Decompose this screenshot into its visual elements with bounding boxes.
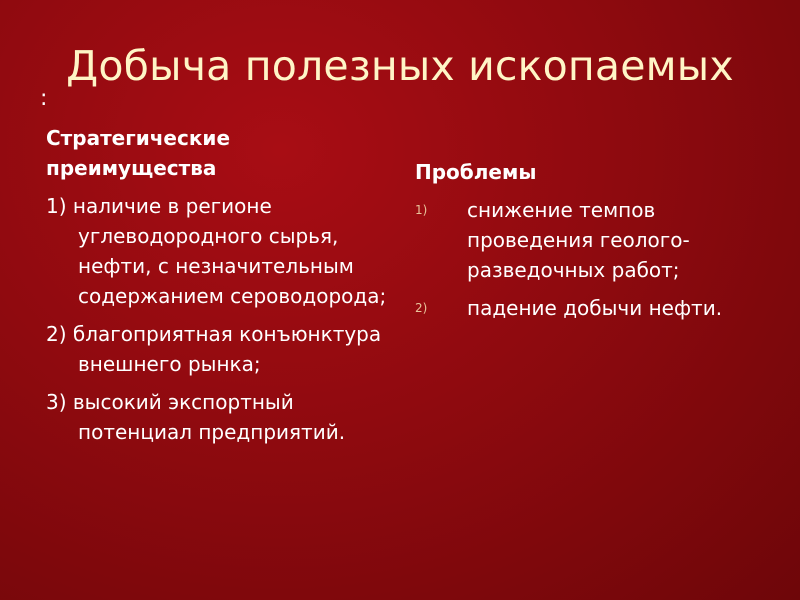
advantage-item: 3) высокий экспортный потенциал предприятий.: [46, 390, 346, 444]
advantages-column: [46, 123, 406, 455]
slide-title: Добыча полезных ископаемых: [66, 42, 734, 90]
advantage-item: 2) благоприятная конъюнктура внешнего рынка;: [46, 322, 382, 376]
problem-text: падение добычи нефти.: [467, 296, 723, 320]
advantages-heading: Стратегические преимущества: [46, 126, 231, 180]
problem-item: [415, 195, 775, 285]
problem-number: 2): [415, 301, 428, 315]
problem-item: [415, 293, 775, 323]
problem-text: снижение темпов проведения геолого-разведочных работ;: [467, 198, 690, 282]
problems-column: [415, 157, 775, 331]
problems-heading: Проблемы: [415, 160, 537, 184]
problem-number: 1): [415, 203, 428, 217]
advantage-item: 1) наличие в регионе углеводородного сырья, нефти, с незначительным содержанием сероводорода;: [46, 194, 387, 308]
title-colon: :: [40, 86, 48, 111]
